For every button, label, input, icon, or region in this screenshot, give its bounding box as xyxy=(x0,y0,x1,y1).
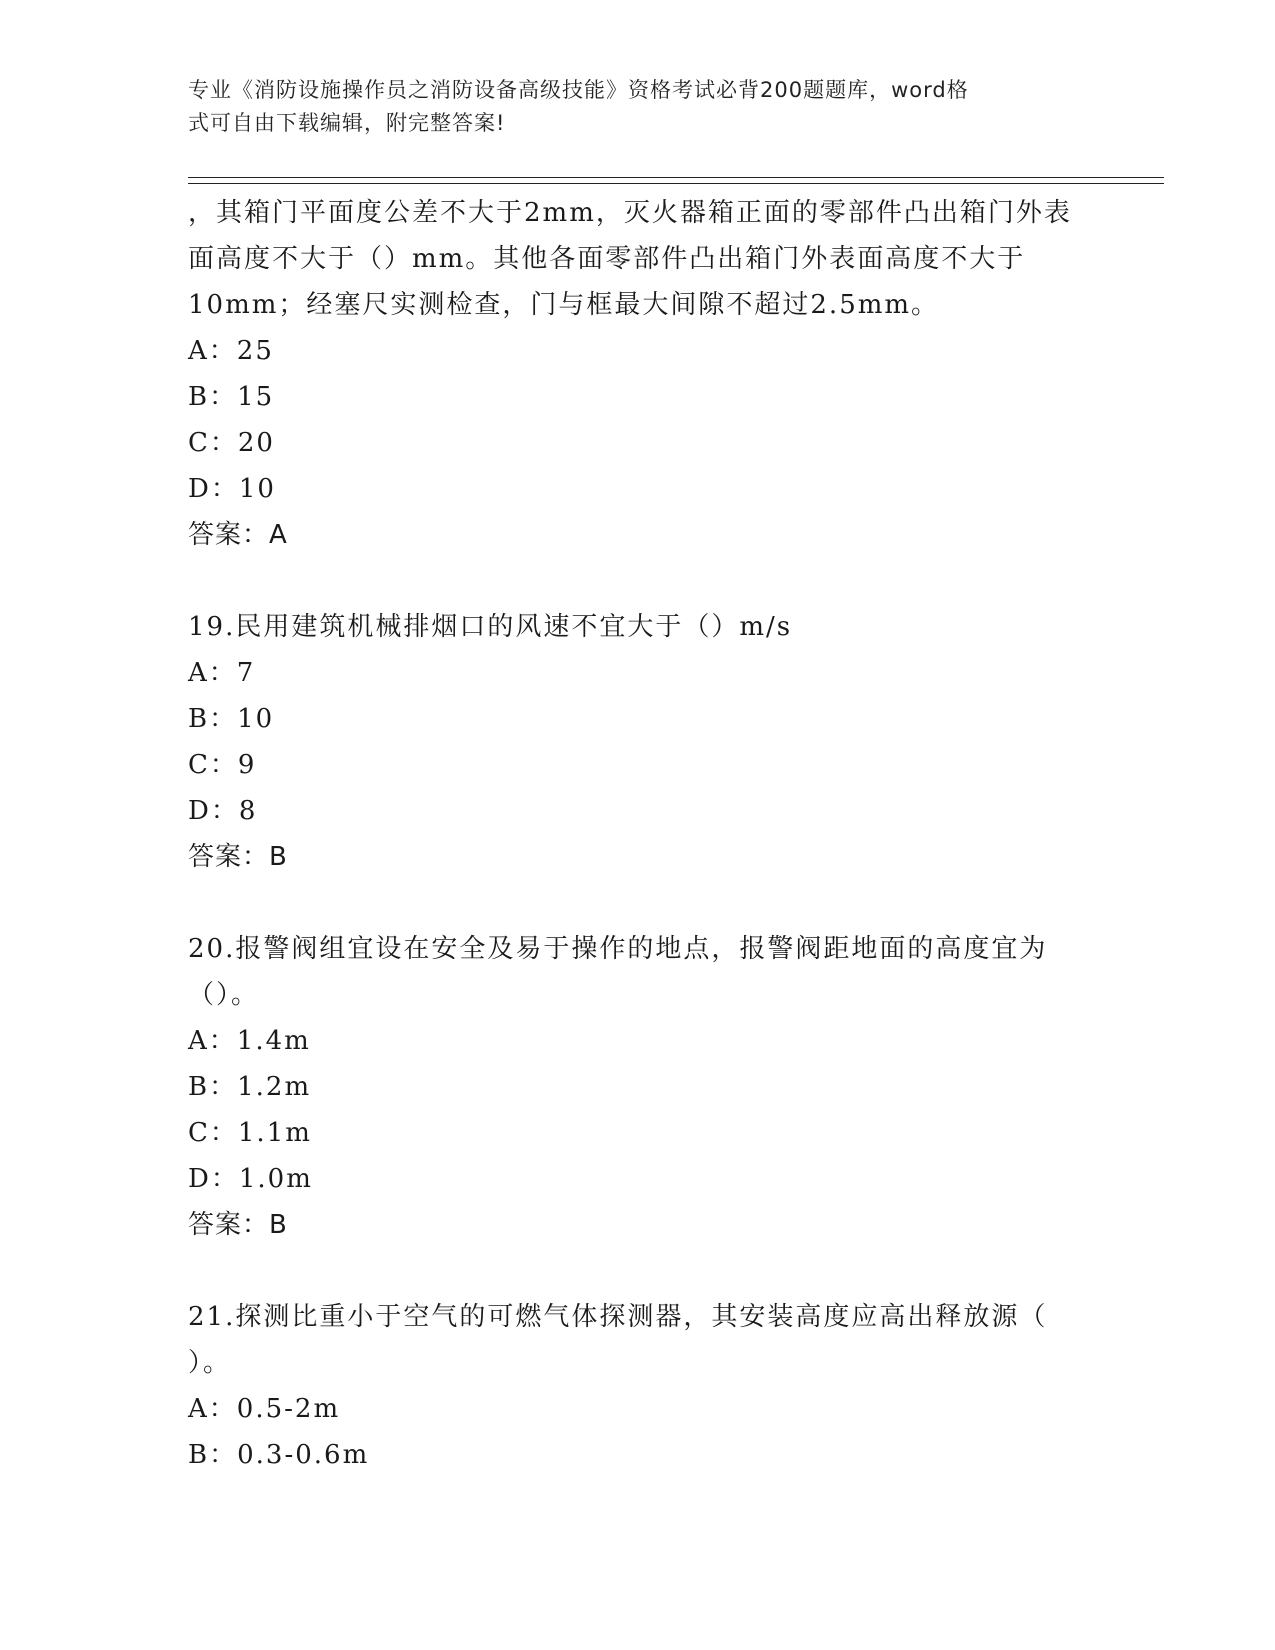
question-21 xyxy=(188,1294,1108,1478)
option-a: A：0.5-2m xyxy=(188,1394,341,1424)
question-text: ，其箱门平面度公差不大于2mm，灭火器箱正面的零部件凸出箱门外表 xyxy=(188,198,1072,228)
question-19 xyxy=(188,604,1108,880)
option-b: B：10 xyxy=(188,704,275,734)
question-text: 10mm；经塞尺实测检查，门与框最大间隙不超过2.5mm。 xyxy=(188,290,940,320)
answer: 答案：A xyxy=(188,520,288,550)
question-text: 19.民用建筑机械排烟口的风速不宜大于（）m/s xyxy=(188,612,793,642)
question-text: 20.报警阀组宜设在安全及易于操作的地点，报警阀距地面的高度宜为 xyxy=(188,934,1048,964)
question-text: ）。 xyxy=(188,1348,232,1378)
option-c: C：9 xyxy=(188,750,257,780)
header-divider-top xyxy=(188,177,1164,178)
option-c: C：20 xyxy=(188,428,275,458)
option-b: B：0.3-0.6m xyxy=(188,1440,370,1470)
option-b: B：1.2m xyxy=(188,1072,312,1102)
option-a: A：1.4m xyxy=(188,1026,311,1056)
answer: 答案：B xyxy=(188,842,288,872)
header-divider-bottom xyxy=(188,183,1164,184)
answer: 答案：B xyxy=(188,1210,288,1240)
header-title-line-2: 式可自由下载编辑，附完整答案! xyxy=(188,111,506,135)
option-c: C：1.1m xyxy=(188,1118,312,1148)
question-18 xyxy=(188,190,1108,558)
question-text: 21.探测比重小于空气的可燃气体探测器，其安装高度应高出释放源（ xyxy=(188,1302,1048,1332)
option-d: D：8 xyxy=(188,796,258,826)
option-a: A：25 xyxy=(188,336,274,366)
question-text: （）。 xyxy=(188,980,260,1010)
header-title-line-1: 专业《消防设施操作员之消防设备高级技能》资格考试必背200题题库，word格 xyxy=(188,78,969,102)
question-list xyxy=(188,190,1108,1478)
option-a: A：7 xyxy=(188,658,256,688)
option-d: D：10 xyxy=(188,474,276,504)
option-d: D：1.0m xyxy=(188,1164,313,1194)
question-20 xyxy=(188,926,1108,1248)
document-header xyxy=(188,74,1088,140)
option-b: B：15 xyxy=(188,382,275,412)
question-text: 面高度不大于（）mm。其他各面零部件凸出箱门外表面高度不大于 xyxy=(188,244,1026,274)
